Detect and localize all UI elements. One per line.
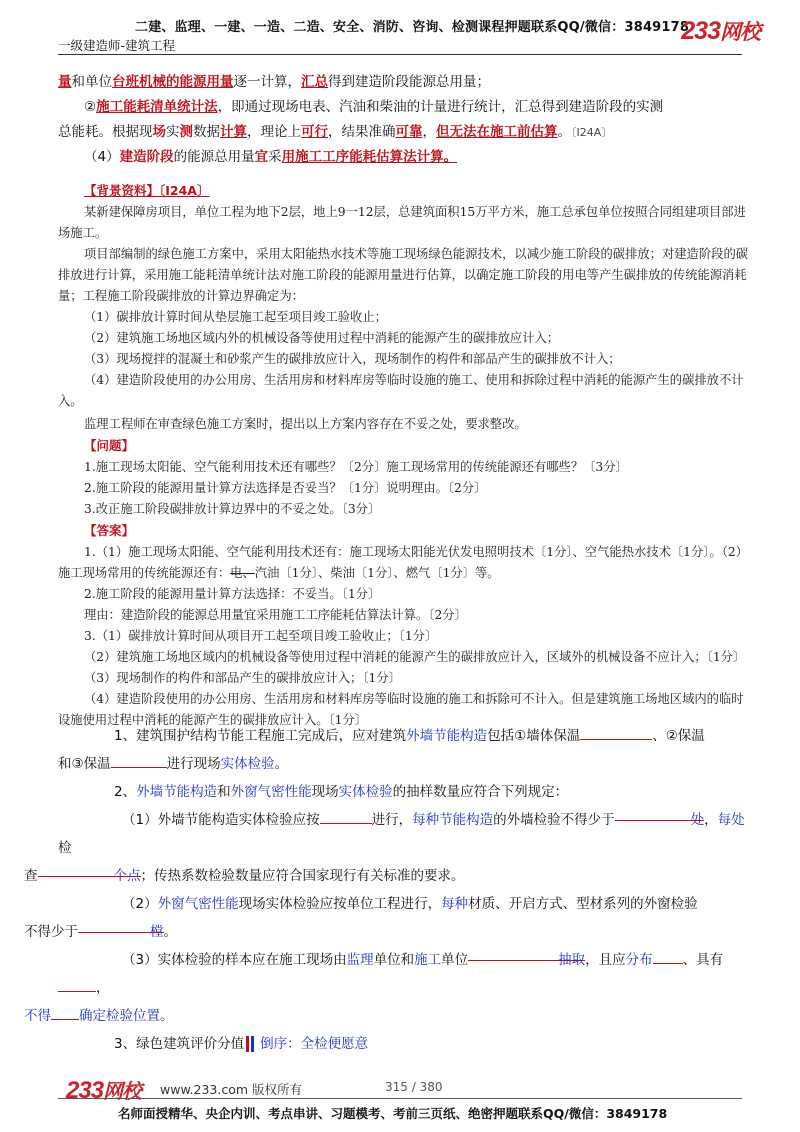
- text: ，: [422, 124, 436, 140]
- text: （3）实体检验的样本应在施工现场由: [122, 952, 347, 968]
- text-keyword: 每处: [717, 812, 745, 828]
- text: 查: [24, 868, 38, 884]
- answer-item: 2.施工阶段的能源用量计算方法选择：不妥当。〔1分〕: [84, 587, 381, 601]
- text-keyword: 每种: [441, 896, 469, 912]
- intro-line-1: [58, 70, 750, 95]
- blank-field[interactable]: [111, 753, 167, 768]
- case-block: [58, 180, 750, 731]
- text: ，: [96, 980, 110, 996]
- answer-item: （3）现场制作的构件和部品产生的碳排放应计入；〔1分〕: [84, 671, 401, 685]
- answer-item: [58, 542, 750, 584]
- case-item: （2）建筑施工场地区域内外的机械设备等使用过程中消耗的能源产生的碳排放应计入；: [84, 331, 560, 345]
- logo-number: 233: [66, 1077, 104, 1104]
- question-item: 2.施工阶段的能源用量计算方法选择是否妥当？〔1分〕说明理由。〔2分〕: [84, 481, 487, 495]
- text: （2）: [122, 896, 158, 912]
- blank-section: [24, 722, 750, 1058]
- text: 现场实体检验应按单位工程进行，: [238, 896, 442, 912]
- text-keyword: 每种节能构造: [412, 812, 494, 828]
- text: ，理论上: [247, 124, 301, 140]
- text: 采: [268, 149, 282, 165]
- text: 。: [274, 756, 289, 772]
- logo-text: 网校: [720, 21, 760, 44]
- text-keyword: 外墙节能构造: [406, 728, 488, 744]
- background-tag: 【背景资料】〔Ⅰ24A〕: [84, 183, 210, 198]
- case-paragraph: 监理工程师在审查绿色施工方案时，提出以上方案内容存在不妥之处，要求整改。: [84, 417, 527, 431]
- text: ，且应: [585, 952, 626, 968]
- header-promo-line: 二建、监理、一建、一造、二造、安全、消防、咨询、检测课程押题联系QQ/微信：3849178: [135, 20, 690, 35]
- text-emph: 场: [152, 124, 166, 140]
- text: ；传热系数检验数量应符合国家现行有关标准的要求。: [140, 868, 465, 884]
- text-keyword: 实体检验: [220, 756, 275, 772]
- page-number: 315 / 380: [385, 1080, 443, 1094]
- case-item: （1）碳排放计算时间从垫层施工起至项目竣工验收止；: [84, 310, 387, 324]
- text-emph: 可行: [301, 124, 328, 140]
- text-emph: 台班机械的能源用量: [112, 74, 234, 90]
- item-2-2: [24, 890, 750, 946]
- answer-item: 理由：建造阶段的能源总用量宜采用施工工序能耗估算法计算。〔2分〕: [84, 608, 467, 622]
- text: 检: [58, 840, 72, 856]
- text-emph: 宜: [254, 149, 269, 165]
- text: ，: [704, 812, 718, 828]
- text: 2、: [114, 784, 137, 800]
- text-emph: 但无法在施工前估算: [436, 124, 558, 140]
- text: ，即通过现场电表、汽油和柴油的计量进行统计，汇总得到建造阶段的实测: [217, 99, 664, 115]
- text: （1）外墙节能构造实体检验应按: [122, 812, 320, 828]
- text-cursor-marker: [246, 1036, 249, 1052]
- blank-answer[interactable]: 抽取: [468, 946, 585, 961]
- text: 。: [557, 124, 571, 140]
- blank-answer[interactable]: 处: [615, 806, 705, 821]
- blank-field[interactable]: [51, 1005, 79, 1020]
- item-3: [58, 1030, 750, 1058]
- strikethrough-text: 电、: [230, 566, 255, 580]
- text-keyword: 实体检验: [338, 784, 393, 800]
- blank-field[interactable]: [653, 949, 683, 964]
- text-emph: 量: [58, 74, 72, 90]
- footer-logo[interactable]: [66, 1075, 141, 1105]
- text: 单位: [441, 952, 469, 968]
- text: 数据: [193, 124, 220, 140]
- footer-copyright: www.233.com 版权所有: [160, 1082, 302, 1097]
- logo-number: 233: [681, 17, 720, 45]
- text-keyword: 确定检验位置: [79, 1008, 160, 1024]
- case-paragraph: 项目部编制的绿色施工方案中，采用太阳能热水技术等施工现场绿色能源技术，以减少施工阶段的碳排放；对建造阶段的碳排放进行计算，采用施工能耗清单统计法对施工阶段的能源用量进行估算，以确定施工阶段的用电等产生碳排放的传统能源消耗量；工程施工阶段碳排放的计算边界确定为：: [58, 247, 749, 303]
- text: 1、建筑围护结构节能工程施工完成后，应对建筑: [114, 728, 407, 744]
- text: 1.（1）施工现场太阳能、空气能利用技术还有：施工现场太阳能光伏发电照明技术〔1分〕、空气能热水技术〔1分〕。（2）施工现场常用的传统能源还有：: [58, 545, 749, 580]
- text-emph: 测: [179, 124, 193, 140]
- item-2-3: [24, 946, 750, 1030]
- mnemonic-note: 倒序：全检便愿意: [260, 1036, 369, 1052]
- highlight-marker: [251, 1036, 254, 1052]
- footer-divider: [58, 1098, 742, 1099]
- logo-text: 网校: [103, 1081, 142, 1103]
- item-2-1: [24, 806, 750, 890]
- text: ②: [84, 99, 97, 115]
- blank-answer[interactable]: 樘: [78, 918, 164, 933]
- text: 进行，: [371, 812, 413, 828]
- question-item: 3.改正施工阶段碳排放计算边界中的不妥之处。〔3分〕: [84, 502, 381, 516]
- footer-promo-line: 名师面授精华、央企内训、考点串讲、习题模考、考前三页纸、绝密押题联系QQ/微信：3849178: [118, 1106, 668, 1121]
- text: 现场: [311, 784, 339, 800]
- text-emph: 计算: [220, 124, 247, 140]
- text: 实: [166, 124, 180, 140]
- text-keyword: 不得: [24, 1008, 51, 1024]
- text: 的能源总用量: [173, 149, 255, 165]
- item-2: [58, 778, 750, 806]
- text: 和单位: [71, 74, 112, 90]
- case-item: （3）现场搅拌的混凝土和砂浆产生的碳排放应计入，现场制作的构件和部品产生的碳排放不计入；: [84, 352, 621, 366]
- text-keyword: 分布: [625, 952, 653, 968]
- text-emph: 汇总: [301, 74, 328, 90]
- answer-item: （4）建造阶段使用的办公用房、生活用房和材料库房等临时设施的施工和拆除可不计入。但是建筑施工场地区域内的临时设施使用过程中消耗的能源产生的碳排放应计入。〔1分〕: [58, 692, 744, 727]
- exam-ref: 〔Ⅰ24A〕: [571, 126, 613, 139]
- text: 不得少于: [24, 924, 78, 940]
- text: 单位和: [373, 952, 415, 968]
- text: 得到建造阶段能源总用量；: [328, 74, 490, 90]
- text-keyword: 外窗气密性能: [157, 896, 239, 912]
- text: 和: [217, 784, 231, 800]
- text-keyword: 外墙节能构造: [136, 784, 218, 800]
- question-item: 1.施工现场太阳能、空气能利用技术还有哪些？〔2分〕施工现场常用的传统能源还有哪些？〔3分〕: [84, 460, 628, 474]
- text-keyword: 外窗气密性能: [230, 784, 312, 800]
- question-tag: 【问题】: [84, 438, 135, 453]
- answer-item: （2）建筑施工场地区域内的机械设备等使用过程中消耗的能源产生的碳排放应计入，区域外的机械设备不应计入；〔1分〕: [84, 650, 746, 664]
- text: 包括①墙体保温: [487, 728, 581, 744]
- text-emph: 建造阶段: [119, 149, 174, 165]
- text: （4）: [84, 149, 120, 165]
- case-paragraph: 某新建保障房项目，单位工程为地下2层，地上9一12层，总建筑面积15万平方米，施工总承包单位按照合同组建项目部进场施工。: [58, 205, 746, 240]
- text: 汽油〔1分〕、柴油〔1分〕、燃气〔1分〕等。: [254, 566, 500, 580]
- text: 。: [160, 1008, 174, 1024]
- text: 材质、开启方式、型材系列的外窗检验: [468, 896, 698, 912]
- text: ，结果准确: [328, 124, 396, 140]
- blank-answer[interactable]: 个点: [38, 862, 141, 877]
- answer-item: 3.（1）碳排放计算时间从项目开工起至项目竣工验收止；〔1分〕: [84, 629, 438, 643]
- item-1: [58, 722, 750, 778]
- intro-line-3: [58, 120, 750, 145]
- text: 总能耗。根据现: [58, 124, 153, 140]
- text-keyword: 施工: [414, 952, 442, 968]
- text: 。: [163, 924, 177, 940]
- intro-line-4: [58, 145, 750, 170]
- text-emph: 可靠: [395, 124, 423, 140]
- header-logo[interactable]: [681, 16, 760, 46]
- text-emph: 施工能耗清单统计法: [96, 99, 218, 115]
- text: 、具有: [682, 952, 724, 968]
- blank-field[interactable]: [320, 809, 372, 824]
- intro-line-2: [58, 95, 750, 120]
- text-emph: 用施工工序能耗估算法计算。: [281, 149, 458, 165]
- text: 和③保温: [58, 756, 111, 772]
- text: 进行现场: [166, 756, 221, 772]
- answer-tag: 【答案】: [84, 523, 135, 538]
- text: 逐一计算，: [233, 74, 301, 90]
- text: 的外墙检验不得少于: [493, 812, 615, 828]
- text: 3、绿色建筑评价分值: [114, 1036, 245, 1052]
- text: 的抽样数量应符合下列规定：: [392, 784, 569, 800]
- header-subject: 一级建造师-建筑工程: [58, 38, 176, 53]
- header-divider: [58, 54, 742, 55]
- blank-field[interactable]: [58, 977, 96, 992]
- blank-field[interactable]: [580, 725, 652, 740]
- case-item: （4）建造阶段使用的办公用房、生活用房和材料库房等临时设施的施工、使用和拆除过程中消耗的能源产生的碳排放不计入。: [58, 373, 744, 408]
- text: 、②保温: [652, 728, 705, 744]
- text-keyword: 监理: [346, 952, 374, 968]
